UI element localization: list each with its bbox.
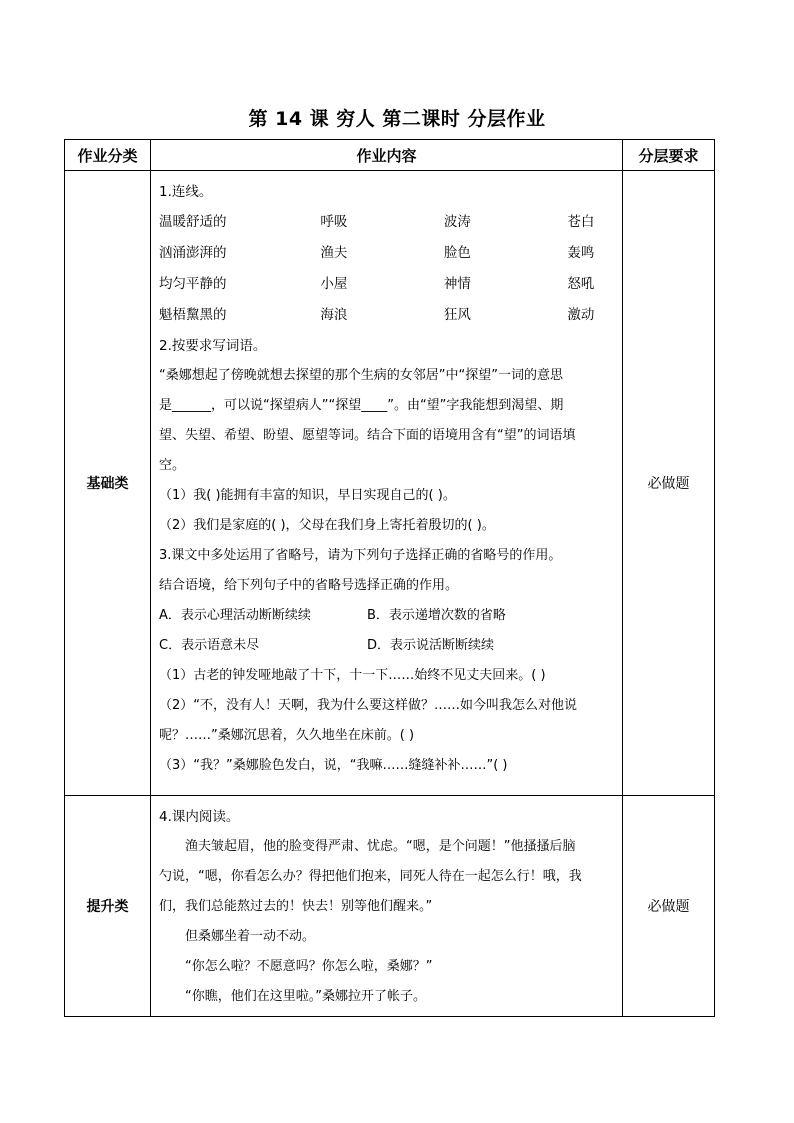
question-3-intro: 结合语境，给下列句子中的省略号选择正确的作用。 xyxy=(159,578,459,593)
content-advanced xyxy=(151,796,623,1017)
question-2-text: “桑娜想起了傍晚就想去探望的那个生病的女邻居”中“探望”一词的意思 xyxy=(159,368,563,383)
question-2-text: 是______，可以说“探望病人”“探望____”。由“望”字我能想到渴望、期 xyxy=(159,398,564,413)
match-word: 激动 xyxy=(567,307,595,323)
option-row xyxy=(159,631,616,661)
category-advanced: 提升类 xyxy=(65,796,151,1017)
question-4-title: 4.课内阅读。 xyxy=(159,809,240,825)
question-3-item: 呢？……”桑娜沉思着，久久地坐在床前。( ) xyxy=(159,728,415,743)
question-3-item: （1）古老的钟发哑地敲了十下，十一下……始终不见丈夫回来。( ) xyxy=(159,668,546,683)
table-row-basic xyxy=(65,171,715,796)
question-3-item: （2）“不，没有人！天啊，我为什么要这样做？……如今叫我怎么对他说 xyxy=(159,698,578,713)
reading-text: 们，我们总能熬过去的！快去！别等他们醒来。” xyxy=(159,899,433,914)
question-2-text: 望、失望、希望、盼望、愿望等词。结合下面的语境用含有“望”的词语填 xyxy=(159,428,576,443)
match-word: 呼吸 xyxy=(320,214,348,230)
match-word: 狂风 xyxy=(443,307,471,323)
homework-table xyxy=(64,139,715,1017)
reading-text: 但桑娜坐着一动不动。 xyxy=(185,929,316,944)
match-word: 波涛 xyxy=(443,214,471,230)
table-row-advanced xyxy=(65,796,715,1017)
page-title: 第 14 课 穷人 第二课时 分层作业 xyxy=(248,108,546,130)
question-2-title: 2.按要求写词语。 xyxy=(159,338,267,354)
option-row xyxy=(159,601,616,631)
reading-text: 渔夫皱起眉，他的脸变得严肃、忧虑。“嗯，是个问题！”他搔搔后脑 xyxy=(185,839,576,854)
match-word: 脸色 xyxy=(443,245,471,261)
question-3-item: （3）“我？”桑娜脸色发白，说，“我嘛……缝缝补补……”( ) xyxy=(159,758,508,773)
reading-text: “你瞧，他们在这里啦。”桑娜拉开了帐子。 xyxy=(185,989,426,1004)
option: C．表示语意未尽 xyxy=(159,638,260,653)
match-word: 汹涌澎湃的 xyxy=(159,245,227,261)
match-word: 海浪 xyxy=(320,307,348,323)
category-basic: 基础类 xyxy=(65,171,151,796)
option: D．表示说活断断续续 xyxy=(367,638,495,653)
match-row xyxy=(159,269,616,300)
match-word: 魁梧黧黑的 xyxy=(159,307,227,323)
reading-text: “你怎么啦？不愿意吗？你怎么啦，桑娜？” xyxy=(185,959,433,974)
match-row xyxy=(159,300,616,331)
match-word: 神情 xyxy=(443,276,471,292)
question-1-title: 1.连线。 xyxy=(159,184,213,200)
requirement-basic: 必做题 xyxy=(623,171,715,796)
match-word: 均匀平静的 xyxy=(159,276,227,292)
question-2-item: （2）我们是家庭的( )，父母在我们身上寄托着殷切的( )。 xyxy=(159,518,495,533)
content-basic xyxy=(151,171,623,796)
header-level: 分层要求 xyxy=(623,140,715,171)
match-word: 温暖舒适的 xyxy=(159,214,227,230)
match-word: 小屋 xyxy=(320,276,348,292)
table-header-row xyxy=(65,140,715,171)
question-3-title: 3.课文中多处运用了省略号，请为下列句子选择正确的省略号的作用。 xyxy=(159,548,562,563)
reading-text: 勺说，“嗯，你看怎么办？得把他们抱来，同死人待在一起怎么行！哦，我 xyxy=(159,869,582,884)
requirement-advanced: 必做题 xyxy=(623,796,715,1017)
match-word: 轰鸣 xyxy=(567,245,595,261)
match-row xyxy=(159,238,616,269)
header-category: 作业分类 xyxy=(65,140,151,171)
question-2-text: 空。 xyxy=(159,458,186,473)
match-word: 怒吼 xyxy=(567,276,595,292)
match-word: 苍白 xyxy=(567,214,595,230)
option: A．表示心理活动断断续续 xyxy=(159,608,311,623)
match-row xyxy=(159,207,616,238)
header-content: 作业内容 xyxy=(151,140,623,171)
match-word: 渔夫 xyxy=(320,245,348,261)
question-2-item: （1）我( )能拥有丰富的知识，早日实现自己的( )。 xyxy=(159,488,456,503)
option: B．表示递增次数的省略 xyxy=(367,608,506,623)
